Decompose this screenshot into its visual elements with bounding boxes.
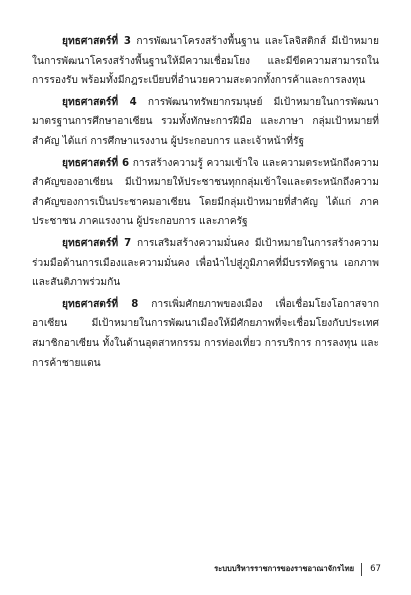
strategy-3-paragraph <box>32 32 379 91</box>
strategy-8-heading: ยุทธศาสตร์ที่ 8 <box>62 298 139 310</box>
strategy-4-heading: ยุทธศาสตร์ที่ 4 <box>62 96 137 108</box>
strategy-8-text: การเพิ่มศักยภาพของเมือง เพื่อเชื่อมโยงโอกาสจากอาเซียน มีเป้าหมายในการพัฒนาเมืองให้มีศักยภาพที่จะเชื่อมโยงกับประเทศสมาชิกอาเซียน ทั้งในด้านอุตสาหกรรม การท่องเที่ยว การบริการ การลงทุน และการค้าชายแดน <box>32 298 379 369</box>
footer-divider <box>361 563 362 576</box>
page-number: 67 <box>370 564 381 574</box>
strategy-7-text: การเสริมสร้างความมั่นคง มีเป้าหมายในการสร้างความร่วมมือด้านการเมืองและความมั่นคง เพื่อนำไปสู่ภูมิภาคที่มีบรรทัดฐาน เอกภาพ และสันติภาพร่วมกัน <box>32 237 379 289</box>
footer-title: ระบบบริหารราชการของราชอาณาจักรไทย <box>214 564 355 573</box>
strategy-6-text: การสร้างความรู้ ความเข้าใจ และความตระหนักถึงความสำคัญของอาเซียน มีเป้าหมายให้ประชาชนทุกกลุ่มเข้าใจและตระหนักถึงความสำคัญของการเป็นประชาคมอาเซียน โดยมีกลุ่มเป้าหมายที่สำคัญ ได้แก่ ภาคประชาชน ภาคแรงงาน ผู้ประกอบการ และภาครัฐ <box>32 157 379 228</box>
strategy-3-heading: ยุทธศาสตร์ที่ 3 <box>62 36 131 47</box>
strategy-4-paragraph <box>32 93 379 152</box>
page-body <box>32 32 379 375</box>
strategy-4-text: การพัฒนาทรัพยากรมนุษย์ มีเป้าหมายในการพัฒนามาตรฐานการศึกษาอาเซียน รวมทั้งทักษะการฝีมือ และภาษา กลุ่มเป้าหมายที่สำคัญ ได้แก่ การศึกษาแรงงาน ผู้ประกอบการ และเจ้าหน้าที่รัฐ <box>32 96 379 147</box>
strategy-3-text: การพัฒนาโครงสร้างพื้นฐาน และโลจิสติกส์ มีเป้าหมายในการพัฒนาโครงสร้างพื้นฐานให้มีความเชื่อมโยง และมีขีดความสามารถในการรองรับ พร้อมทั้งมีกฎระเบียบที่อำนวยความสะดวกทั้งการค้าและการลงทุน <box>32 36 379 87</box>
strategy-7-paragraph <box>32 234 379 293</box>
page-footer <box>214 562 381 576</box>
strategy-6-paragraph <box>32 154 379 232</box>
strategy-7-heading: ยุทธศาสตร์ที่ 7 <box>62 237 132 249</box>
strategy-6-heading: ยุทธศาสตร์ที่ 6 <box>62 157 130 169</box>
strategy-8-paragraph <box>32 295 379 373</box>
